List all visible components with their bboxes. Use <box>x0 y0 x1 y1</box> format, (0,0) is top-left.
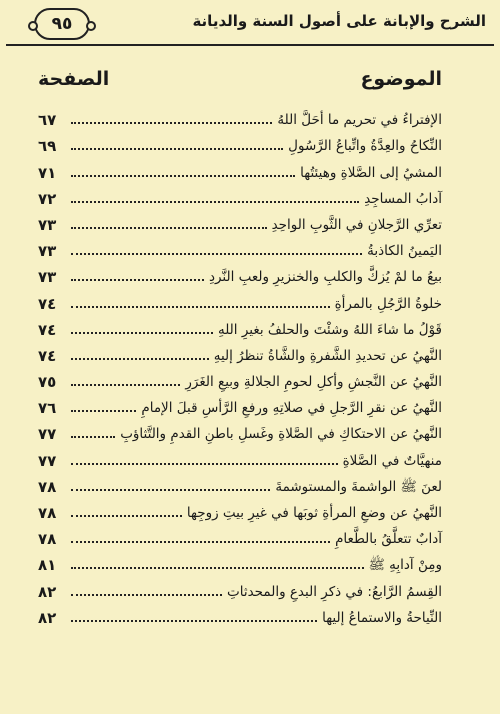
toc-list <box>38 104 442 628</box>
dot-leader <box>71 410 136 412</box>
toc-entry-title: المشيُ إلى الصَّلاةِ وهيئتُها <box>300 164 442 181</box>
dot-leader <box>71 122 272 124</box>
toc-entry-title: النَّهيُ عن الاحتكاكِ في الصَّلاةِ وغَسلِ باطنِ القدمِ والتَّثاؤبِ <box>120 426 442 443</box>
dot-leader <box>71 306 330 308</box>
toc-row <box>38 523 442 549</box>
toc-row <box>38 183 442 209</box>
toc-entry-title: النَّهيُ عن وضعِ المرأةِ ثوبَها في غيرِ بيتِ زوجِها <box>186 505 442 521</box>
dot-leader <box>71 201 359 203</box>
dot-leader <box>71 332 213 334</box>
page-column-heading: الصفحة <box>38 68 110 90</box>
book-title: الشرح والإبانة على أصول السنة والديانة <box>192 12 486 30</box>
toc-row <box>38 287 442 313</box>
toc-entry-title: تعرِّي الرَّجلانِ في الثَّوبِ الواحِدِ <box>271 216 442 233</box>
toc-entry-title: بيعُ ما لمْ يُزكَّ والكلبِ والخنزيرِ ولعبِ النَّردِ <box>208 269 442 286</box>
toc-row <box>38 444 442 470</box>
toc-page-number: ٧٢ <box>38 189 57 208</box>
toc-row <box>38 471 442 497</box>
toc-entry-title: خلوةُ الرَّجُلِ بالمرأةِ <box>334 295 442 312</box>
page-number-badge: ٩٥ <box>34 8 90 40</box>
toc-entry-title: النَّهيُ عن تحديدِ الشَّفرةِ والشَّاةُ تنظرُ إليهِ <box>213 347 442 364</box>
toc-row <box>38 209 442 235</box>
dot-leader <box>71 463 338 465</box>
toc-page-number: ٨٢ <box>38 608 57 627</box>
topic-column-heading: الموضوع <box>360 68 442 90</box>
dot-leader <box>71 489 270 491</box>
toc-row <box>38 366 442 392</box>
toc-page-number: ٧٤ <box>38 346 57 365</box>
toc-page-number: ٧٣ <box>38 242 57 261</box>
toc-page-number: ٦٧ <box>38 111 57 130</box>
toc-row <box>38 314 442 340</box>
toc-page-number: ٧٧ <box>38 425 57 444</box>
dot-leader <box>71 358 209 360</box>
toc-row <box>38 261 442 287</box>
toc-row <box>38 392 442 418</box>
dot-leader <box>71 227 267 229</box>
toc-row <box>38 235 442 261</box>
toc-entry-title: النَّهيُ عن نقرِ الرَّجلِ في صلاتِهِ ورفعِ الرَّأسِ قبلَ الإمامِ <box>141 400 442 417</box>
toc-row <box>38 340 442 366</box>
toc-page-number: ٧٥ <box>38 373 57 392</box>
toc-page-number: ٧٨ <box>38 530 57 549</box>
toc-page-number: ٨١ <box>38 556 57 575</box>
toc-page-number: ٧٣ <box>38 268 57 287</box>
toc-entry-title: الإفتراءُ في تحريم ما أحَلَّ اللهُ <box>277 112 442 129</box>
toc-entry-title: لعنَ ﷺ الواشمةَ والمستوشمةَ <box>275 478 442 495</box>
toc-page-number: ٧٣ <box>38 215 57 234</box>
toc-entry-title: ومِنْ آدابِهِ ﷺ <box>368 557 442 574</box>
dot-leader <box>71 253 362 255</box>
toc-entry-title: النِّياحةُ والاستماعُ إليها <box>322 609 442 626</box>
toc-page-number: ٧٤ <box>38 294 57 313</box>
toc-entry-title: القِسمُ الرَّابعُ: في ذكرِ البدعِ والمحدثاتِ <box>227 583 442 600</box>
toc-row <box>38 602 442 628</box>
dot-leader <box>71 148 283 150</box>
toc-entry-title: النِّكاحُ والعِدَّةُ واتِّباعُ الرَّسُولِ <box>288 138 442 155</box>
toc-row <box>38 549 442 575</box>
toc-entry-title: منهيَّاتٌ في الصَّلاةِ <box>342 452 442 469</box>
dot-leader <box>71 594 222 596</box>
toc-page-number: ٧٨ <box>38 504 57 522</box>
toc-row <box>38 156 442 182</box>
toc-row <box>38 575 442 601</box>
dot-leader <box>71 384 180 386</box>
toc-entry-title: قَوْلُ ما شاءَ اللهُ وشئْتَ والحلفُ بغيرِ اللهِ <box>217 321 442 338</box>
toc-entry-title: آدابٌ تتعلَّقُ بالطَّعامِ <box>335 531 442 548</box>
dot-leader <box>71 620 317 622</box>
toc-row <box>38 497 442 523</box>
toc-entry-title: آدابُ المساجِدِ <box>364 190 442 207</box>
toc-page-number: ٨٢ <box>38 582 57 601</box>
dot-leader <box>71 515 182 517</box>
toc-row <box>38 130 442 156</box>
page-header <box>6 4 494 46</box>
toc-entry-title: اليَمينُ الكاذبةُ <box>367 243 442 260</box>
toc-page-number: ٦٩ <box>38 137 57 156</box>
toc-page-number: ٧٤ <box>38 320 57 339</box>
toc-page-number: ٧٨ <box>38 477 57 496</box>
toc-page-number: ٧٧ <box>38 451 57 470</box>
dot-leader <box>71 567 364 569</box>
dot-leader <box>71 279 204 281</box>
toc-row <box>38 104 442 130</box>
toc-row <box>38 418 442 444</box>
toc-page-number: ٧١ <box>38 163 57 182</box>
dot-leader <box>71 436 115 438</box>
toc-entry-title: النَّهيُ عن النَّجشِ وأكلِ لحومِ الجلالةِ وبيعِ الغَرَرِ <box>185 374 442 391</box>
dot-leader <box>71 541 330 543</box>
toc-page-number: ٧٦ <box>38 399 57 418</box>
dot-leader <box>71 175 295 177</box>
